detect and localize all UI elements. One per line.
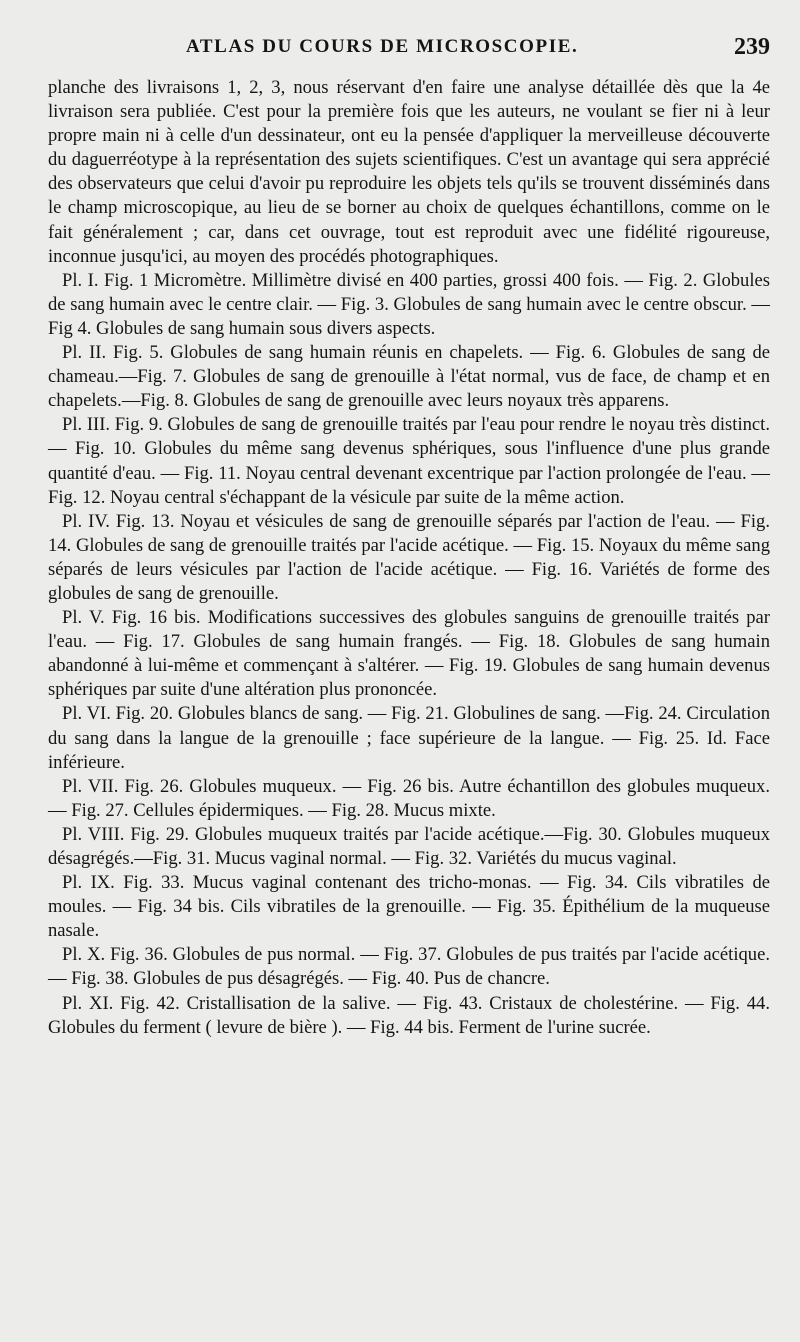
page-number: 239 — [734, 34, 770, 60]
page-header — [48, 34, 770, 64]
intro-paragraph: planche des livraisons 1, 2, 3, nous réservant d'en faire une analyse détaillée dès que la 4e livraison sera publiée. C'est pour la première fois que les auteurs, ne voulant se fier ni à leur propre main ni à celle d'un dessinateur, ont eu la pensée d'appliquer la merveilleuse découverte du daguerréotype à la représentation des sujets scientifiques. C'est un avantage qui sera apprécié des observateurs que celui d'avoir pu reproduire les objets tels qu'ils se trouvent disséminés dans le champ microscopique, au lieu de se borner au choix de quelques échantillons, comme on le fait généralement ; car, dans cet ouvrage, tout est reproduit avec une fidélité rigoureuse, inconnue jusqu'ici, au moyen des procédés photographiques. — [48, 77, 770, 267]
plate-3-paragraph: Pl. III. Fig. 9. Globules de sang de grenouille traités par l'eau pour rendre le noyau très distinct. — Fig. 10. Globules du même sang devenus sphériques, sous l'influence d'une plus grande quantité d'eau. — Fig. 11. Noyau central devenant excentrique par l'action prolongée de l'eau. — Fig. 12. Noyau central s'échappant de la vésicule par suite de la même action. — [48, 414, 770, 508]
plate-11-paragraph: Pl. XI. Fig. 42. Cristallisation de la salive. — Fig. 43. Cristaux de cholestérine. — Fig. 44. Globules du ferment ( levure de bière ). — Fig. 44 bis. Ferment de l'urine sucrée. — [48, 992, 770, 1038]
plate-1-paragraph: Pl. I. Fig. 1 Micromètre. Millimètre divisé en 400 parties, grossi 400 fois. — Fig. 2. Globules de sang humain avec le centre clair. — Fig. 3. Globules de sang humain avec le centre obscur. — Fig 4. Globules de sang humain sous divers aspects. — [48, 269, 770, 339]
plate-10-paragraph: Pl. X. Fig. 36. Globules de pus normal. — Fig. 37. Globules de pus traités par l'acide acétique. — Fig. 38. Globules de pus désagrégés. — Fig. 40. Pus de chancre. — [48, 944, 770, 990]
plate-7-paragraph: Pl. VII. Fig. 26. Globules muqueux. — Fig. 26 bis. Autre échantillon des globules muqueux. — Fig. 27. Cellules épidermiques. — Fig. 28. Mucus mixte. — [48, 775, 770, 821]
plate-6-paragraph: Pl. VI. Fig. 20. Globules blancs de sang. — Fig. 21. Globulines de sang. —Fig. 24. Circulation du sang dans la langue de la grenouille ; face supérieure de la langue. — Fig. 25. Id. Face inférieure. — [48, 703, 770, 773]
running-head: ATLAS DU COURS DE MICROSCOPIE. — [186, 36, 579, 57]
plate-8-paragraph: Pl. VIII. Fig. 29. Globules muqueux traités par l'acide acétique.—Fig. 30. Globules muqueux désagrégés.—Fig. 31. Mucus vaginal normal. — Fig. 32. Variétés du mucus vaginal. — [48, 823, 770, 869]
plate-2-paragraph: Pl. II. Fig. 5. Globules de sang humain réunis en chapelets. — Fig. 6. Globules de sang de chameau.—Fig. 7. Globules de sang de grenouille à l'état normal, vus de face, de champ et en chapelets.—Fig. 8. Globules de sang de grenouille avec leurs noyaux très apparens. — [48, 342, 770, 412]
plate-5-paragraph: Pl. V. Fig. 16 bis. Modifications successives des globules sanguins de grenouille traités par l'eau. — Fig. 17. Globules de sang humain frangés. — Fig. 18. Globules de sang humain abandonné à lui-même et commençant à s'altérer. — Fig. 19. Globules de sang humain devenus sphériques par suite d'une altération plus prononcée. — [48, 607, 770, 701]
plate-4-paragraph: Pl. IV. Fig. 13. Noyau et vésicules de sang de grenouille séparés par l'action de l'eau. — Fig. 14. Globules de sang de grenouille traités par l'acide acétique. — Fig. 15. Noyaux du même sang séparés de leurs vésicules par l'action de l'acide acétique. — Fig. 16. Variétés de forme des globules de sang de grenouille. — [48, 510, 770, 604]
plate-9-paragraph: Pl. IX. Fig. 33. Mucus vaginal contenant des tricho-monas. — Fig. 34. Cils vibratiles de moules. — Fig. 34 bis. Cils vibratiles de la grenouille. — Fig. 35. Épithélium de la muqueuse nasale. — [48, 872, 770, 942]
page-body — [48, 76, 770, 1040]
